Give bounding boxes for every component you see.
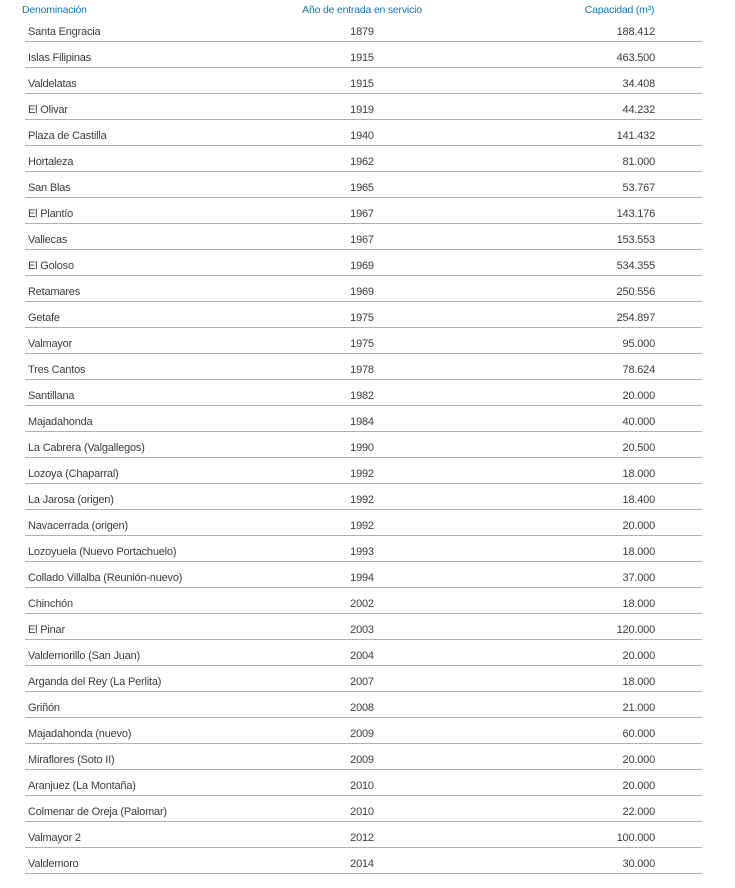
row-capacity: 30.000: [622, 858, 655, 870]
table-row: [25, 68, 702, 94]
row-denominacion: Lozoya (Chaparral): [28, 468, 119, 480]
table-row: [25, 770, 702, 796]
row-denominacion: El Pinar: [28, 624, 65, 636]
row-capacity: 18.000: [622, 598, 655, 610]
row-year: 2009: [350, 754, 374, 766]
row-year: 1990: [350, 442, 374, 454]
row-denominacion: Valdemoro: [28, 858, 79, 870]
row-capacity: 20.000: [622, 754, 655, 766]
table-body: [0, 16, 735, 874]
row-year: 1992: [350, 494, 374, 506]
row-year: 1969: [350, 286, 374, 298]
row-denominacion: Valmayor: [28, 338, 73, 350]
row-year: 1919: [350, 104, 374, 116]
row-capacity: 60.000: [622, 728, 655, 740]
row-denominacion: Islas Filipinas: [28, 52, 92, 64]
row-year: 1992: [350, 468, 374, 480]
row-denominacion: La Jarosa (origen): [28, 494, 114, 506]
row-year: 1975: [350, 312, 374, 324]
row-year: 1879: [350, 26, 374, 38]
row-capacity: 21.000: [622, 702, 655, 714]
table-row: [25, 302, 702, 328]
table-row: [25, 224, 702, 250]
table-row: [25, 172, 702, 198]
row-year: 2004: [350, 650, 374, 662]
row-year: 2008: [350, 702, 374, 714]
row-capacity: 20.000: [622, 520, 655, 532]
table-row: [25, 198, 702, 224]
table-row: [25, 432, 702, 458]
table-row: [25, 406, 702, 432]
row-year: 1969: [350, 260, 374, 272]
table-row: [25, 276, 702, 302]
table-row: [25, 94, 702, 120]
row-denominacion: Majadahonda: [28, 416, 93, 428]
row-year: 2009: [350, 728, 374, 740]
row-year: 2010: [350, 780, 374, 792]
table-row: [25, 822, 702, 848]
row-denominacion: Arganda del Rey (La Perlita): [28, 676, 162, 688]
row-capacity: 20.000: [622, 780, 655, 792]
table-row: [25, 146, 702, 172]
table-row: [25, 16, 702, 42]
row-capacity: 20.000: [622, 650, 655, 662]
table-row: [25, 640, 702, 666]
row-capacity: 250.556: [616, 286, 655, 298]
row-capacity: 143.176: [616, 208, 655, 220]
row-denominacion: Santillana: [28, 390, 75, 402]
row-denominacion: Hortaleza: [28, 156, 74, 168]
row-capacity: 78.624: [622, 364, 655, 376]
table-row: [25, 120, 702, 146]
row-capacity: 20.000: [622, 390, 655, 402]
table-row: [25, 718, 702, 744]
row-denominacion: Miraflores (Soto II): [28, 754, 115, 766]
row-capacity: 534.355: [616, 260, 655, 272]
row-year: 1967: [350, 234, 374, 246]
row-denominacion: Navacerrada (origen): [28, 520, 128, 532]
table-row: [25, 614, 702, 640]
row-denominacion: Vallecas: [28, 234, 68, 246]
row-capacity: 254.897: [616, 312, 655, 324]
row-denominacion: Collado Villalba (Reunión-nuevo): [28, 572, 183, 584]
row-capacity: 34.408: [622, 78, 655, 90]
row-denominacion: Valdemorillo (San Juan): [28, 650, 140, 662]
row-year: 2003: [350, 624, 374, 636]
table-row: [25, 328, 702, 354]
row-year: 1965: [350, 182, 374, 194]
table-row: [25, 510, 702, 536]
row-capacity: 18.000: [622, 546, 655, 558]
row-year: 1962: [350, 156, 374, 168]
row-capacity: 53.767: [622, 182, 655, 194]
row-capacity: 153.553: [616, 234, 655, 246]
row-denominacion: Santa Engracia: [28, 26, 101, 38]
row-year: 2010: [350, 806, 374, 818]
table-header: [22, 0, 702, 16]
row-denominacion: Majadahonda (nuevo): [28, 728, 132, 740]
row-denominacion: Griñón: [28, 702, 60, 714]
row-denominacion: Chinchón: [28, 598, 73, 610]
table-row: [25, 744, 702, 770]
table-row: [25, 666, 702, 692]
row-year: 1984: [350, 416, 374, 428]
row-capacity: 141.432: [616, 130, 655, 142]
row-denominacion: La Cabrera (Valgallegos): [28, 442, 145, 454]
row-denominacion: Valmayor 2: [28, 832, 81, 844]
row-capacity: 95.000: [622, 338, 655, 350]
row-year: 1994: [350, 572, 374, 584]
row-denominacion: Tres Cantos: [28, 364, 86, 376]
row-denominacion: Aranjuez (La Montaña): [28, 780, 136, 792]
row-year: 2012: [350, 832, 374, 844]
row-capacity: 18.000: [622, 676, 655, 688]
row-denominacion: Getafe: [28, 312, 60, 324]
row-capacity: 18.000: [622, 468, 655, 480]
table-row: [25, 588, 702, 614]
row-year: 1940: [350, 130, 374, 142]
table-row: [25, 536, 702, 562]
row-capacity: 40.000: [622, 416, 655, 428]
table-row: [25, 484, 702, 510]
row-year: 1915: [350, 52, 374, 64]
table-row: [25, 796, 702, 822]
row-year: 1975: [350, 338, 374, 350]
row-year: 1992: [350, 520, 374, 532]
row-year: 1978: [350, 364, 374, 376]
row-denominacion: El Goloso: [28, 260, 74, 272]
row-capacity: 100.000: [616, 832, 655, 844]
row-capacity: 20.500: [622, 442, 655, 454]
row-denominacion: Lozoyuela (Nuevo Portachuelo): [28, 546, 177, 558]
column-header-year-in-service: Año de entrada en servicio: [302, 4, 422, 16]
row-denominacion: Colmenar de Oreja (Palomar): [28, 806, 167, 818]
table-row: [25, 458, 702, 484]
table-row: [25, 354, 702, 380]
row-capacity: 188.412: [616, 26, 655, 38]
table-row: [25, 42, 702, 68]
row-year: 1915: [350, 78, 374, 90]
table-row: [25, 250, 702, 276]
row-denominacion: Retamares: [28, 286, 80, 298]
row-denominacion: Plaza de Castilla: [28, 130, 107, 142]
row-capacity: 463.500: [616, 52, 655, 64]
row-capacity: 120.000: [616, 624, 655, 636]
row-capacity: 37.000: [622, 572, 655, 584]
column-header-capacity: Capacidad (m³): [584, 4, 655, 16]
row-year: 2014: [350, 858, 374, 870]
row-year: 2002: [350, 598, 374, 610]
row-capacity: 81.000: [622, 156, 655, 168]
row-year: 1982: [350, 390, 374, 402]
column-header-denominacion: Denominación: [22, 4, 87, 16]
table-row: [25, 380, 702, 406]
row-denominacion: San Blas: [28, 182, 71, 194]
row-year: 1967: [350, 208, 374, 220]
row-capacity: 44.232: [622, 104, 655, 116]
row-year: 2007: [350, 676, 374, 688]
row-denominacion: El Olivar: [28, 104, 68, 116]
table-row: [25, 848, 702, 874]
row-denominacion: Valdelatas: [28, 78, 77, 90]
row-year: 1993: [350, 546, 374, 558]
row-denominacion: El Plantío: [28, 208, 74, 220]
row-capacity: 18.400: [622, 494, 655, 506]
table-row: [25, 562, 702, 588]
table-row: [25, 692, 702, 718]
row-capacity: 22.000: [622, 806, 655, 818]
